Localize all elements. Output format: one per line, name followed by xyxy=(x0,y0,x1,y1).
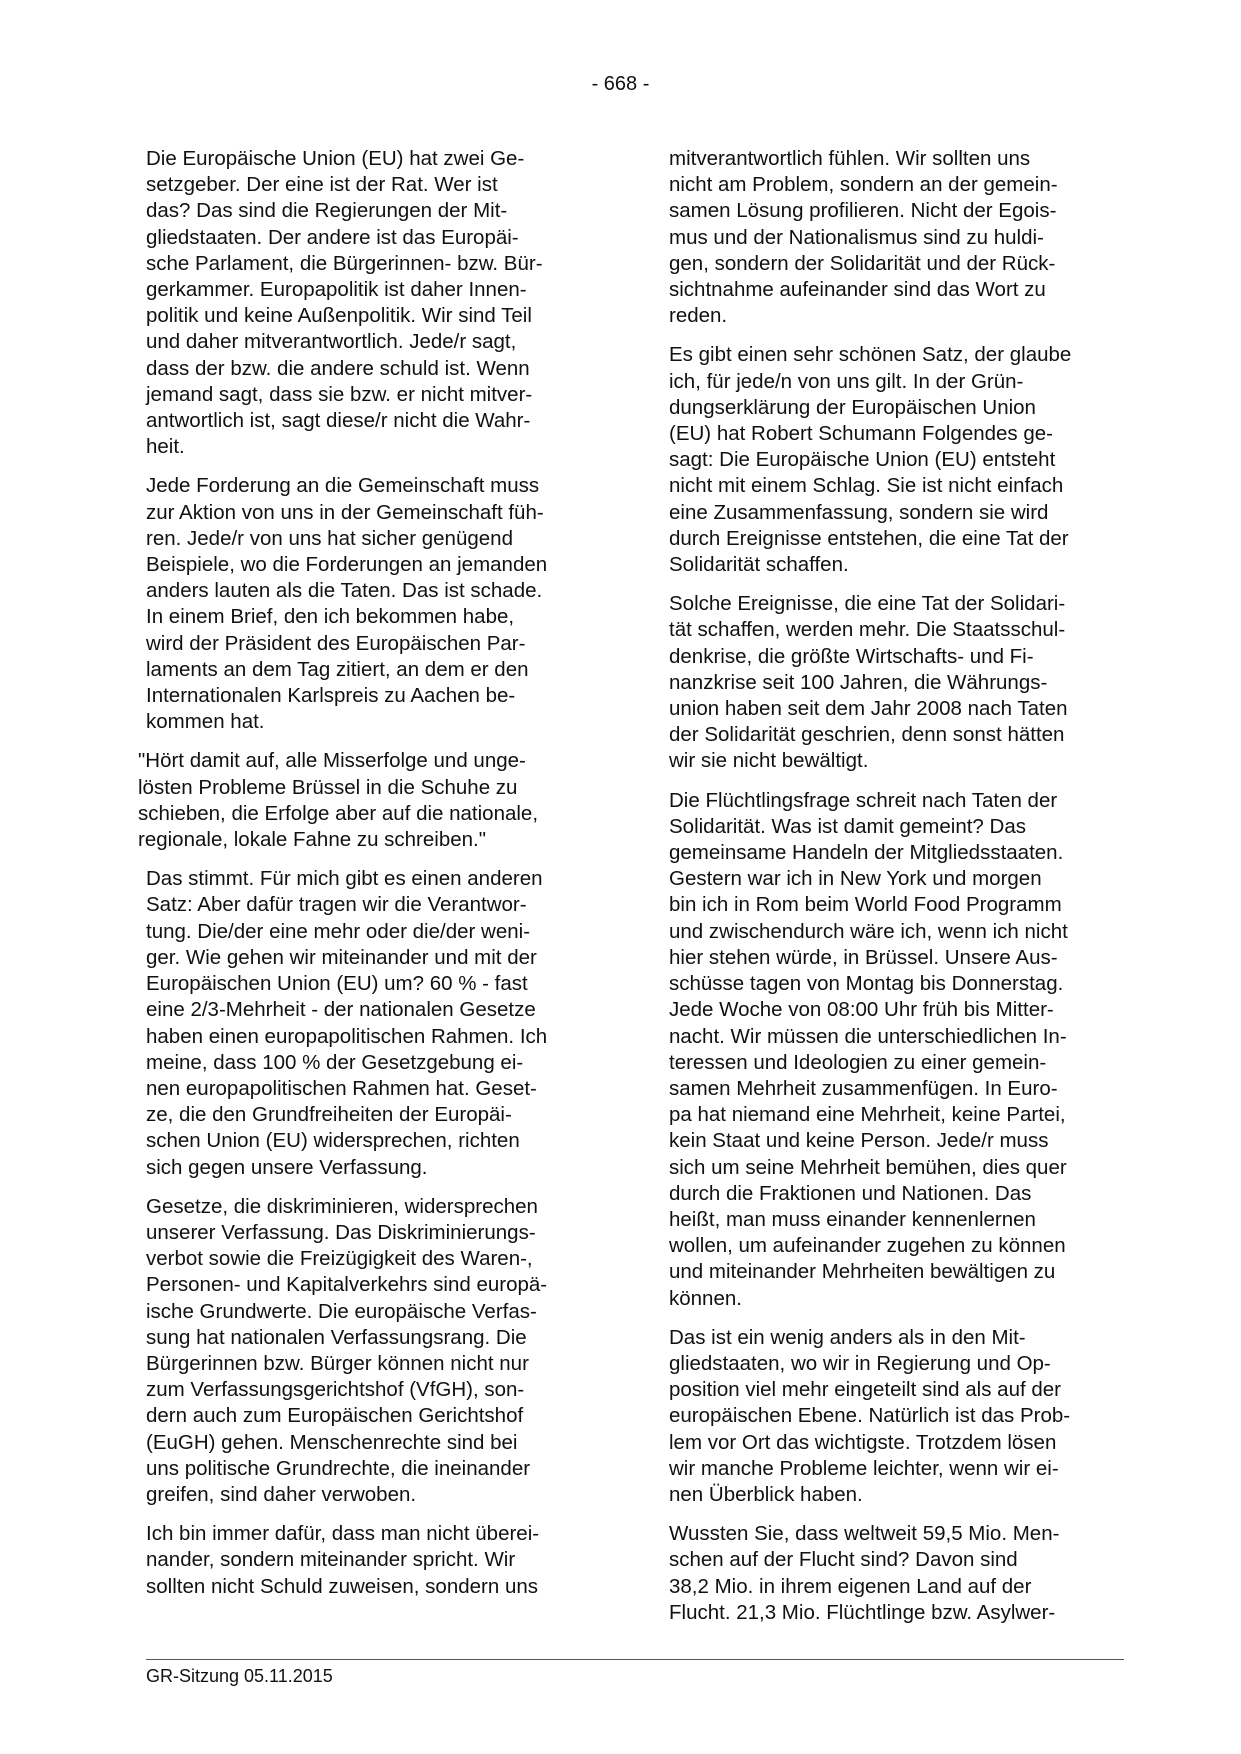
paragraph: Das stimmt. Für mich gibt es einen anderen Satz: Aber dafür tragen wir die Verantwor- tung. Die/der eine mehr oder die/der weni- ger. Wie gehen wir miteinander und mit der Europäischen Union (EU) um? 60 % - fast eine 2/3-Mehrheit - der nationalen Gesetze haben einen europapolitischen Rahmen. Ich meine, dass 100 % der Gesetzgebung ei- nen europapolitischen Rahmen hat. Geset- ze, die den Grundfreiheiten der Europäi- schen Union (EU) widersprechen, richten sich gegen unsere Verfassung. xyxy=(146,867,548,1179)
quote-paragraph: "Hört damit auf, alle Misserfolge und unge- lösten Probleme Brüssel in die Schuhe zu schieben, die Erfolge aber auf die nationale, regionale, lokale Fahne zu schreiben." xyxy=(138,749,539,852)
right-column xyxy=(669,146,1124,1639)
paragraph: Jede Forderung an die Gemeinschaft muss zur Aktion von uns in der Gemeinschaft füh- ren. Jede/r von uns hat sicher genügend Beispiele, wo die Forderungen an jemanden anders lauten als die Taten. Das ist schade. In einem Brief, den ich bekommen habe, wird der Präsident des Europäischen Par- laments an dem Tag zitiert, an dem er den Internationalen Karlspreis zu Aachen be- kommen hat. xyxy=(146,474,548,734)
paragraph: Es gibt einen sehr schönen Satz, der glaube ich, für jede/n von uns gilt. In der Grün- dungserklärung der Europäischen Union (EU) hat Robert Schumann Folgendes ge- sagt: Die Europäische Union (EU) entsteht nicht mit einem Schlag. Sie ist nicht einfach eine Zusammenfassung, sondern sie wird durch Ereignisse entstehen, die eine Tat der Solidarität schaffen. xyxy=(669,343,1072,577)
footer-session-date: GR-Sitzung 05.11.2015 xyxy=(146,1666,333,1686)
paragraph: Die Flüchtlingsfrage schreit nach Taten der Solidarität. Was ist damit gemeint? Das gemeinsame Handeln der Mitgliedsstaaten. Gestern war ich in New York und morgen bin ich in Rom beim World Food Programm und zwischendurch wäre ich, wenn ich nicht hier stehen würde, in Brüssel. Unsere Aus- schüsse tagen von Montag bis Donnerstag. Jede Woche von 08:00 Uhr früh bis Mitter- nacht. Wir müssen die unterschiedlichen In- teressen und Ideologien zu einer gemein- samen Mehrheit zusammenfügen. In Euro- pa hat niemand eine Mehrheit, keine Partei, kein Staat und keine Person. Jede/r muss sich um seine Mehrheit bemühen, dies quer durch die Fraktionen und Nationen. Das heißt, man muss einander kennenlernen wollen, um aufeinander zugehen zu können und miteinander Mehrheiten bewältigen zu können. xyxy=(669,788,1068,1310)
paragraph: Ich bin immer dafür, dass man nicht überei- nander, sondern miteinander spricht. Wir sollten nicht Schuld zuweisen, sondern uns xyxy=(146,1522,540,1598)
paragraph: Das ist ein wenig anders als in den Mit- gliedstaaten, wo wir in Regierung und Op- position viel mehr eingeteilt sind als auf der europäischen Ebene. Natürlich ist das Prob- lem vor Ort das wichtigste. Trotzdem lösen wir manche Probleme leichter, wenn wir ei- nen Überblick haben. xyxy=(669,1325,1071,1506)
paragraph: mitverantwortlich fühlen. Wir sollten uns nicht am Problem, sondern an der gemein- samen Lösung profilieren. Nicht der Egois- mus und der Nationalismus sind zu huldi- gen, sondern der Solidarität und der Rück- sichtnahme aufeinander sind das Wort zu reden. xyxy=(669,147,1058,328)
paragraph: Gesetze, die diskriminieren, widersprechen unserer Verfassung. Das Diskriminierungs- verbot sowie die Freizügigkeit des Waren-, Personen- und Kapitalverkehrs sind europä- ische Grundwerte. Die europäische Verfas- sung hat nationalen Verfassungsrang. Die Bürgerinnen bzw. Bürger können nicht nur zum Verfassungsgerichtshof (VfGH), son- dern auch zum Europäischen Gerichtshof (EuGH) gehen. Menschenrechte sind bei uns politische Grundrechte, die ineinander greifen, sind daher verwoben. xyxy=(146,1194,548,1506)
page-number: - 668 - xyxy=(591,73,650,95)
paragraph: Wussten Sie, dass weltweit 59,5 Mio. Men- schen auf der Flucht sind? Davon sind 38,2 Mio. in ihrem eigenen Land auf der Flucht. 21,3 Mio. Flüchtlinge bzw. Asylwer- xyxy=(669,1522,1060,1624)
paragraph: Solche Ereignisse, die eine Tat der Solidari- tät schaffen, werden mehr. Die Staatsschul- denkrise, die größte Wirtschafts- und Fi- nanzkrise seit 100 Jahren, die Währungs- union haben seit dem Jahr 2008 nach Taten der Solidarität geschrien, denn sonst hätten wir sie nicht bewältigt. xyxy=(669,592,1068,773)
footer-divider xyxy=(146,1659,1124,1660)
paragraph: Die Europäische Union (EU) hat zwei Ge- setzgeber. Der eine ist der Rat. Wer ist das? Das sind die Regierungen der Mit- gliedstaaten. Der andere ist das Europäi- sche Parlament, die Bürgerinnen- bzw. Bür- gerkammer. Europapolitik ist daher Innen- politik und keine Außenpolitik. Wir sind Teil und daher mitverantwortlich. Jede/r sagt, dass der bzw. die andere schuld ist. Wenn jemand sagt, dass sie bzw. er nicht mitver- antwortlich ist, sagt diese/r nicht die Wahr- heit. xyxy=(146,147,543,459)
left-column xyxy=(138,146,596,1613)
